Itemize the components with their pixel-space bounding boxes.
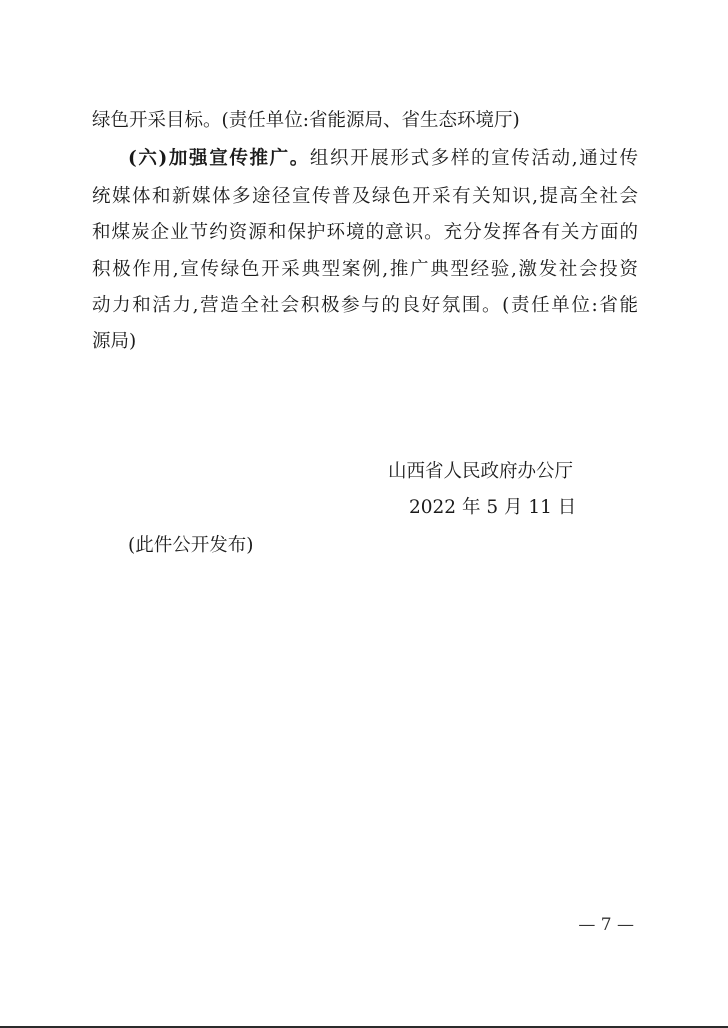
body-line-2-text: 组织开展形式多样的宣传活动,通过传 <box>309 148 638 169</box>
body-line-1: 绿色开采目标。(责任单位:省能源局、省生态环境厅) <box>92 110 520 131</box>
body-line-2 <box>128 148 638 170</box>
issuer-name: 山西省人民政府办公厅 <box>388 461 574 482</box>
issue-date: 2022 年 5 月 11 日 <box>409 497 577 518</box>
body-line-7: 源局) <box>92 331 137 352</box>
body-line-5: 积极作用,宣传绿色开采典型案例,推广典型经验,激发社会投资 <box>92 259 638 280</box>
body-line-4: 和煤炭企业节约资源和保护环境的意识。充分发挥各有关方面的 <box>92 222 638 243</box>
body-line-6: 动力和活力,营造全社会积极参与的良好氛围。(责任单位:省能 <box>92 295 638 316</box>
section-heading: (六)加强宣传推广。 <box>128 148 310 169</box>
page-number: — 7 — <box>578 915 634 935</box>
body-line-3: 统媒体和新媒体多途径宣传普及绿色开采有关知识,提高全社会 <box>92 186 638 207</box>
publication-note: (此件公开发布) <box>128 535 254 556</box>
